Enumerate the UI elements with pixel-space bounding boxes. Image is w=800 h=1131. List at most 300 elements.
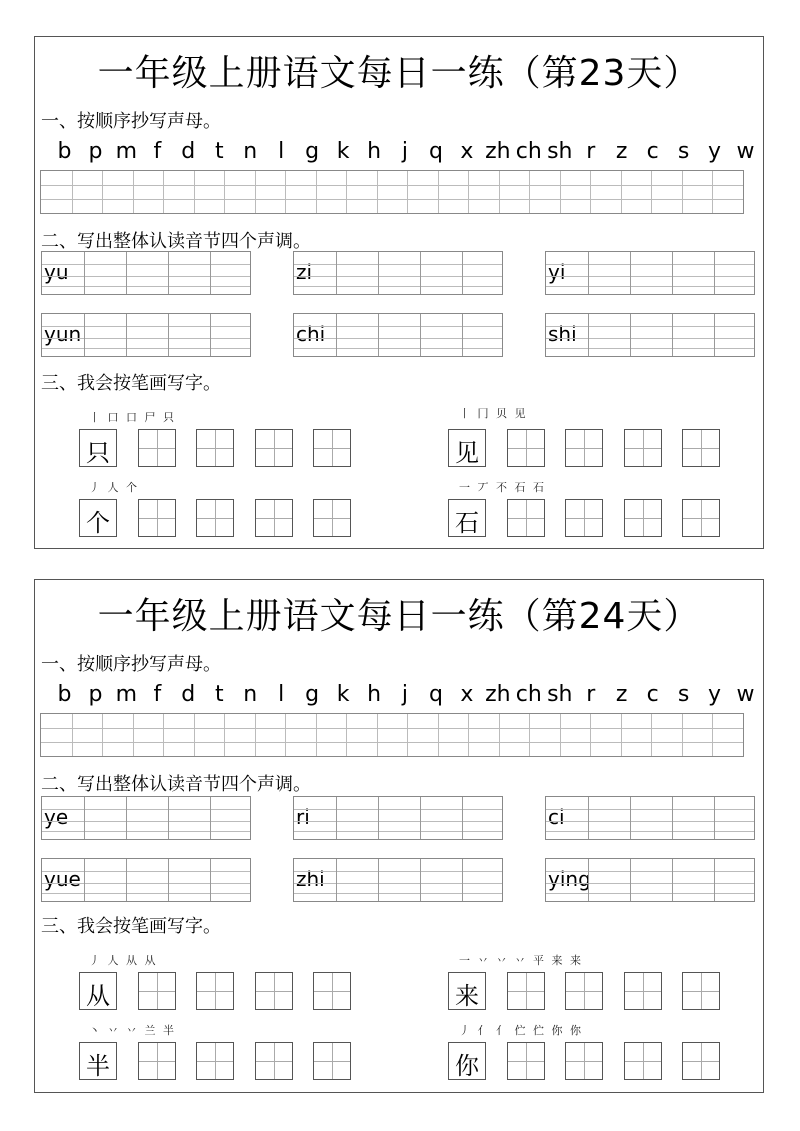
practice-cell[interactable] — [507, 972, 545, 1010]
cell-guide — [584, 500, 585, 536]
initial-letter: c — [646, 139, 659, 164]
practice-cell[interactable] — [138, 1042, 176, 1080]
grid-line — [336, 314, 337, 356]
model-character: 从 — [86, 982, 110, 1010]
grid-line — [672, 859, 673, 901]
grid-line — [72, 714, 73, 756]
pinyin-text: chi — [296, 322, 326, 346]
grid-line — [682, 171, 683, 213]
initial-letter: d — [181, 139, 196, 164]
cell-guide — [332, 430, 333, 466]
grid-line — [84, 252, 85, 294]
pinyin-text: zhi — [296, 867, 325, 891]
grid-line — [407, 171, 408, 213]
worksheet-day-23 — [34, 36, 764, 549]
grid-line — [294, 809, 502, 810]
cell-guide — [157, 1043, 158, 1079]
grid-line — [294, 326, 502, 327]
grid-line — [378, 797, 379, 839]
grid-line — [529, 171, 530, 213]
pinyin-box[interactable] — [293, 313, 503, 357]
grid-line — [336, 797, 337, 839]
practice-cell[interactable] — [255, 499, 293, 537]
initial-letter: x — [460, 682, 474, 707]
initials-writing-grid[interactable] — [40, 713, 744, 757]
model-character: 只 — [86, 439, 110, 467]
pinyin-box[interactable] — [545, 251, 755, 295]
grid-line — [126, 252, 127, 294]
grid-line — [316, 171, 317, 213]
cell-guide — [274, 1043, 275, 1079]
grid-line — [529, 714, 530, 756]
grid-line — [714, 797, 715, 839]
grid-line — [168, 252, 169, 294]
grid-line — [651, 714, 652, 756]
model-character: 你 — [455, 1052, 479, 1080]
grid-line — [438, 171, 439, 213]
grid-line — [546, 883, 754, 884]
initial-letter: zh — [485, 139, 511, 164]
pinyin-box[interactable] — [41, 313, 251, 357]
initial-letter: k — [336, 682, 350, 707]
cell-guide — [332, 1043, 333, 1079]
practice-cell[interactable] — [565, 1042, 603, 1080]
grid-line — [546, 871, 754, 872]
grid-line — [294, 338, 502, 339]
cell-guide — [157, 973, 158, 1009]
grid-line — [468, 714, 469, 756]
cell-guide — [157, 430, 158, 466]
grid-line — [294, 821, 502, 822]
initial-letter: sh — [547, 139, 573, 164]
initials-writing-grid[interactable] — [40, 170, 744, 214]
initial-letter: y — [708, 682, 722, 707]
initial-letter: f — [153, 139, 162, 164]
grid-line — [651, 171, 652, 213]
grid-line — [499, 171, 500, 213]
grid-line — [224, 714, 225, 756]
initial-letter: p — [88, 682, 103, 707]
model-character-cell[interactable] — [79, 499, 117, 537]
grid-line — [420, 314, 421, 356]
grid-line — [194, 171, 195, 213]
initial-letter: d — [181, 682, 196, 707]
practice-cell[interactable] — [624, 1042, 662, 1080]
grid-line — [84, 314, 85, 356]
grid-line — [133, 714, 134, 756]
grid-line — [378, 314, 379, 356]
grid-line — [168, 859, 169, 901]
grid-line — [590, 714, 591, 756]
practice-cell[interactable] — [313, 1042, 351, 1080]
practice-cell[interactable] — [682, 1042, 720, 1080]
initial-letter: z — [615, 139, 628, 164]
grid-line — [588, 252, 589, 294]
grid-line — [294, 831, 502, 832]
model-character-cell[interactable] — [79, 429, 117, 467]
grid-line — [42, 326, 250, 327]
practice-cell[interactable] — [565, 499, 603, 537]
initial-letter: h — [367, 682, 382, 707]
grid-line — [560, 171, 561, 213]
model-character: 石 — [455, 509, 479, 537]
section-3-label: 三、我会按笔画写字。 — [41, 916, 221, 937]
model-character: 见 — [455, 439, 479, 467]
cell-guide — [701, 500, 702, 536]
practice-cell[interactable] — [507, 499, 545, 537]
grid-line — [378, 252, 379, 294]
grid-line — [462, 314, 463, 356]
grid-line — [546, 286, 754, 287]
grid-line — [546, 893, 754, 894]
stroke-order: 一 丷 丷 丷 平 来 来 — [459, 954, 583, 967]
grid-line — [714, 859, 715, 901]
grid-line — [126, 314, 127, 356]
practice-cell[interactable] — [682, 972, 720, 1010]
model-character: 半 — [86, 1052, 110, 1080]
grid-line — [168, 314, 169, 356]
grid-line — [630, 797, 631, 839]
grid-line — [285, 714, 286, 756]
grid-line — [42, 821, 250, 822]
cell-guide — [526, 973, 527, 1009]
pinyin-box[interactable] — [545, 858, 755, 902]
model-character-cell[interactable] — [448, 499, 486, 537]
grid-line — [630, 314, 631, 356]
grid-line — [294, 286, 502, 287]
initial-letter: sh — [547, 682, 573, 707]
worksheet-day-24 — [34, 579, 764, 1093]
pinyin-text: yue — [44, 867, 81, 891]
grid-line — [462, 797, 463, 839]
practice-cell[interactable] — [313, 499, 351, 537]
practice-cell[interactable] — [313, 972, 351, 1010]
initial-letter: b — [57, 682, 72, 707]
initial-letter: r — [586, 139, 596, 164]
grid-line — [588, 797, 589, 839]
initial-letter: n — [243, 139, 258, 164]
pinyin-box[interactable] — [41, 796, 251, 840]
grid-line — [294, 276, 502, 277]
grid-line — [255, 171, 256, 213]
initial-letter: ch — [515, 139, 542, 164]
initial-letter: x — [460, 139, 474, 164]
grid-line — [42, 338, 250, 339]
section-2-label: 二、写出整体认读音节四个声调。 — [41, 231, 311, 252]
grid-line — [224, 171, 225, 213]
initial-letter: k — [336, 139, 350, 164]
practice-cell[interactable] — [255, 972, 293, 1010]
grid-line — [210, 797, 211, 839]
model-character-cell[interactable] — [448, 972, 486, 1010]
pinyin-text: ci — [548, 805, 565, 829]
stroke-order: 丿 人 个 — [89, 481, 139, 494]
cell-guide — [643, 1043, 644, 1079]
stroke-order: 一 丆 不 石 石 — [459, 481, 546, 494]
grid-line — [102, 714, 103, 756]
grid-line — [682, 714, 683, 756]
initials-row — [49, 682, 761, 710]
grid-line — [672, 314, 673, 356]
initial-letter: h — [367, 139, 382, 164]
cell-guide — [584, 973, 585, 1009]
cell-guide — [701, 430, 702, 466]
cell-guide — [643, 973, 644, 1009]
grid-line — [714, 314, 715, 356]
grid-line — [294, 893, 502, 894]
grid-line — [377, 171, 378, 213]
cell-guide — [701, 973, 702, 1009]
grid-line — [210, 252, 211, 294]
cell-guide — [215, 1043, 216, 1079]
practice-cell[interactable] — [196, 1042, 234, 1080]
grid-line — [163, 171, 164, 213]
grid-line — [285, 171, 286, 213]
grid-line — [294, 348, 502, 349]
grid-line — [420, 797, 421, 839]
stroke-order: 丿 人 从 从 — [89, 954, 158, 967]
grid-line — [133, 171, 134, 213]
cell-guide — [274, 430, 275, 466]
grid-line — [255, 714, 256, 756]
initial-letter: q — [428, 139, 443, 164]
practice-cell[interactable] — [138, 499, 176, 537]
model-character-cell[interactable] — [79, 1042, 117, 1080]
grid-line — [378, 859, 379, 901]
grid-line — [194, 714, 195, 756]
grid-line — [546, 326, 754, 327]
pinyin-text: yu — [44, 260, 69, 284]
cell-guide — [215, 430, 216, 466]
grid-line — [41, 728, 743, 729]
grid-line — [546, 276, 754, 277]
grid-line — [672, 797, 673, 839]
initial-letter: l — [278, 682, 285, 707]
practice-cell[interactable] — [196, 429, 234, 467]
initial-letter: w — [736, 139, 755, 164]
grid-line — [546, 809, 754, 810]
practice-cell[interactable] — [565, 429, 603, 467]
initial-letter: j — [401, 682, 409, 707]
grid-line — [714, 252, 715, 294]
grid-line — [41, 199, 743, 200]
pinyin-box[interactable] — [545, 796, 755, 840]
practice-cell[interactable] — [138, 972, 176, 1010]
initial-letter: r — [586, 682, 596, 707]
initial-letter: zh — [485, 682, 511, 707]
grid-line — [168, 797, 169, 839]
worksheet-title: 一年级上册语文每日一练（第23天） — [97, 53, 701, 94]
pinyin-text: ye — [44, 805, 69, 829]
section-3-label: 三、我会按笔画写字。 — [41, 373, 221, 394]
practice-cell[interactable] — [196, 972, 234, 1010]
initial-letter: p — [88, 139, 103, 164]
section-1-label: 一、按顺序抄写声母。 — [41, 111, 221, 132]
cell-guide — [274, 500, 275, 536]
practice-cell[interactable] — [507, 429, 545, 467]
cell-guide — [332, 973, 333, 1009]
pinyin-text: zi — [296, 260, 313, 284]
initial-letter: y — [708, 139, 722, 164]
cell-guide — [526, 430, 527, 466]
grid-line — [712, 714, 713, 756]
grid-line — [377, 714, 378, 756]
grid-line — [210, 859, 211, 901]
grid-line — [630, 859, 631, 901]
pinyin-text: ri — [296, 805, 310, 829]
practice-cell[interactable] — [682, 499, 720, 537]
grid-line — [210, 314, 211, 356]
grid-line — [42, 831, 250, 832]
cell-guide — [215, 973, 216, 1009]
grid-line — [621, 171, 622, 213]
initial-letter: ch — [515, 682, 542, 707]
grid-line — [163, 714, 164, 756]
grid-line — [588, 314, 589, 356]
grid-line — [462, 252, 463, 294]
grid-line — [41, 742, 743, 743]
worksheet-title: 一年级上册语文每日一练（第24天） — [97, 596, 701, 637]
grid-line — [42, 276, 250, 277]
grid-line — [420, 859, 421, 901]
cell-guide — [584, 1043, 585, 1079]
pinyin-box[interactable] — [41, 251, 251, 295]
grid-line — [84, 797, 85, 839]
stroke-order: 丶 丷 丷 兰 半 — [89, 1024, 176, 1037]
model-character: 来 — [455, 982, 479, 1010]
grid-line — [546, 831, 754, 832]
initial-letter: q — [428, 682, 443, 707]
grid-line — [42, 809, 250, 810]
initial-letter: t — [214, 139, 224, 164]
practice-cell[interactable] — [507, 1042, 545, 1080]
practice-cell[interactable] — [255, 1042, 293, 1080]
pinyin-box[interactable] — [41, 858, 251, 902]
cell-guide — [157, 500, 158, 536]
cell-guide — [701, 1043, 702, 1079]
practice-cell[interactable] — [313, 429, 351, 467]
grid-line — [336, 252, 337, 294]
grid-line — [499, 714, 500, 756]
pinyin-text: shi — [548, 322, 577, 346]
cell-guide — [584, 430, 585, 466]
grid-line — [72, 171, 73, 213]
stroke-order: 丨 口 口 尸 只 — [89, 411, 176, 424]
pinyin-text: yun — [44, 322, 82, 346]
grid-line — [346, 714, 347, 756]
practice-cell[interactable] — [255, 429, 293, 467]
practice-cell[interactable] — [138, 429, 176, 467]
grid-line — [41, 185, 743, 186]
grid-line — [294, 264, 502, 265]
pinyin-box[interactable] — [293, 251, 503, 295]
practice-cell[interactable] — [624, 972, 662, 1010]
grid-line — [42, 871, 250, 872]
initial-letter: g — [305, 139, 320, 164]
practice-cell[interactable] — [682, 429, 720, 467]
practice-cell[interactable] — [624, 429, 662, 467]
cell-guide — [643, 430, 644, 466]
grid-line — [336, 859, 337, 901]
initial-letter: c — [646, 682, 659, 707]
initial-letter: w — [736, 682, 755, 707]
grid-line — [294, 883, 502, 884]
model-character-cell[interactable] — [448, 429, 486, 467]
initial-letter: t — [214, 682, 224, 707]
model-character-cell[interactable] — [448, 1042, 486, 1080]
pinyin-text: ying — [548, 867, 591, 891]
grid-line — [420, 252, 421, 294]
initial-letter: m — [115, 139, 138, 164]
cell-guide — [274, 973, 275, 1009]
initial-letter: j — [401, 139, 409, 164]
initial-letter: g — [305, 682, 320, 707]
initial-letter: b — [57, 139, 72, 164]
grid-line — [126, 859, 127, 901]
cell-guide — [643, 500, 644, 536]
stroke-order: 丨 冂 贝 见 — [459, 407, 528, 420]
grid-line — [294, 871, 502, 872]
initials-row — [49, 139, 761, 167]
initial-letter: s — [677, 682, 690, 707]
cell-guide — [332, 500, 333, 536]
grid-line — [42, 264, 250, 265]
grid-line — [712, 171, 713, 213]
grid-line — [316, 714, 317, 756]
grid-line — [560, 714, 561, 756]
grid-line — [672, 252, 673, 294]
grid-line — [438, 714, 439, 756]
section-1-label: 一、按顺序抄写声母。 — [41, 654, 221, 675]
grid-line — [468, 171, 469, 213]
grid-line — [630, 252, 631, 294]
grid-line — [126, 797, 127, 839]
initial-letter: n — [243, 682, 258, 707]
grid-line — [42, 883, 250, 884]
grid-line — [546, 821, 754, 822]
grid-line — [42, 348, 250, 349]
practice-cell[interactable] — [624, 499, 662, 537]
grid-line — [546, 348, 754, 349]
grid-line — [42, 286, 250, 287]
initial-letter: m — [115, 682, 138, 707]
grid-line — [84, 859, 85, 901]
pinyin-box[interactable] — [293, 858, 503, 902]
stroke-order: 丿 亻 亻 伫 伫 你 你 — [459, 1024, 583, 1037]
model-character-cell[interactable] — [79, 972, 117, 1010]
initial-letter: l — [278, 139, 285, 164]
practice-cell[interactable] — [196, 499, 234, 537]
pinyin-box[interactable] — [545, 313, 755, 357]
grid-line — [407, 714, 408, 756]
initial-letter: z — [615, 682, 628, 707]
cell-guide — [526, 500, 527, 536]
section-2-label: 二、写出整体认读音节四个声调。 — [41, 774, 311, 795]
grid-line — [346, 171, 347, 213]
grid-line — [588, 859, 589, 901]
practice-cell[interactable] — [565, 972, 603, 1010]
grid-line — [102, 171, 103, 213]
cell-guide — [526, 1043, 527, 1079]
grid-line — [546, 338, 754, 339]
grid-line — [462, 859, 463, 901]
grid-line — [590, 171, 591, 213]
initial-letter: s — [677, 139, 690, 164]
cell-guide — [215, 500, 216, 536]
grid-line — [42, 893, 250, 894]
pinyin-box[interactable] — [293, 796, 503, 840]
initial-letter: f — [153, 682, 162, 707]
